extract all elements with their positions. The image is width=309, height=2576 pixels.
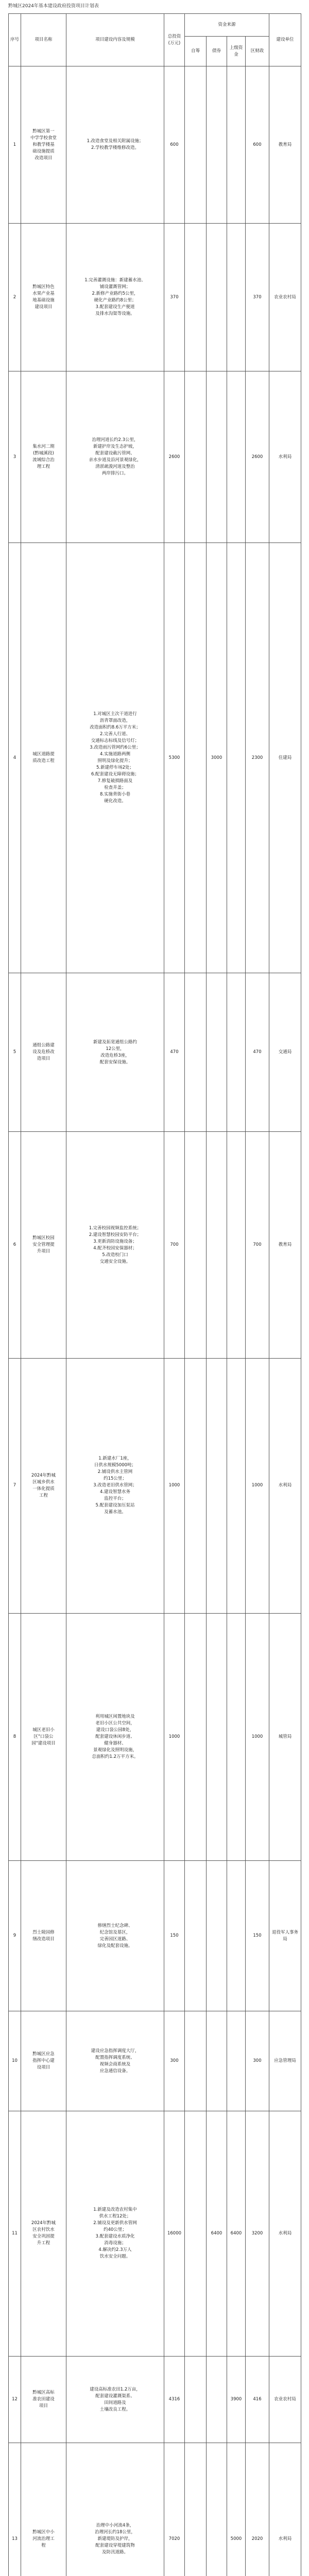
row-project-name xyxy=(21,973,66,1132)
table-row xyxy=(9,2011,301,2111)
row-seq: 12 xyxy=(9,2357,21,2443)
content-line: 照明及绿化提升； xyxy=(97,758,133,764)
row-seq: 9 xyxy=(9,1860,21,2011)
project-name-line: 水果产业基 xyxy=(32,291,55,297)
content-line: 约40公里； xyxy=(104,2227,127,2233)
row-seq: 1 xyxy=(9,66,21,224)
row-fiscal: 150 xyxy=(246,1860,269,2011)
row-self xyxy=(185,1860,207,2011)
content-line: 建设高标准农田1.2万亩， xyxy=(90,2386,141,2392)
header-upper: 上级资金 xyxy=(227,37,246,66)
row-upper xyxy=(227,1860,246,2011)
content-line: 1.新建水厂1座， xyxy=(98,1456,132,1462)
row-self xyxy=(185,543,207,973)
project-name-line: 黔城区特色 xyxy=(32,284,55,290)
table-row xyxy=(9,2111,301,2357)
row-total: 5300 xyxy=(164,543,185,973)
row-fiscal: 416 xyxy=(246,2357,269,2443)
content-line: 亲水步道及沿河景观绿化， xyxy=(89,457,142,463)
header-total xyxy=(164,14,185,66)
row-project-name xyxy=(21,2111,66,2357)
row-unit: 交通局 xyxy=(269,973,301,1132)
project-name-line: 设及危桥改 xyxy=(32,1049,55,1055)
row-project-name xyxy=(21,2011,66,2111)
row-bond xyxy=(207,1358,227,1613)
row-fiscal: 600 xyxy=(246,66,269,224)
content-line: 交通标志标线及信号灯； xyxy=(91,738,140,744)
content-line: 总面积约1.2万平方米。 xyxy=(92,1754,139,1759)
project-name-line: 工程 xyxy=(39,1493,48,1498)
row-unit: 农业农村局 xyxy=(269,2357,301,2443)
project-name-line: 质改造工程 xyxy=(32,758,55,764)
content-line: 配套建设休闲步道、 xyxy=(95,1734,135,1739)
row-project-name xyxy=(21,543,66,973)
row-self xyxy=(185,224,207,371)
project-name-line: 黔城区校园 xyxy=(32,1235,55,1241)
content-line: 及排水沟渠等设施。 xyxy=(95,311,135,317)
project-name-line: 黔城区应急 xyxy=(32,2052,55,2057)
row-self xyxy=(185,973,207,1132)
row-project-name xyxy=(21,2357,66,2443)
row-seq: 5 xyxy=(9,973,21,1132)
row-total: 7020 xyxy=(164,2443,185,2576)
row-bond: 6400 xyxy=(207,2111,227,2357)
content-line: 清淤疏浚河道及整治 xyxy=(95,464,135,469)
content-line: 沥青罩面改造， xyxy=(99,718,131,724)
row-self xyxy=(185,2357,207,2443)
content-line: 新建堤防及护岸， xyxy=(97,2536,133,2542)
row-upper xyxy=(227,543,246,973)
project-name-line: 中学学校食堂 xyxy=(30,135,57,141)
content-line: 3.改造老旧供水管网； xyxy=(93,1483,137,1488)
row-total: 470 xyxy=(164,973,185,1132)
project-name-line: 河流治理工 xyxy=(32,2536,55,2542)
project-name-line: 安全巩固提 xyxy=(32,2234,55,2240)
row-fiscal: 370 xyxy=(246,224,269,371)
row-upper xyxy=(227,1132,246,1358)
row-total: 370 xyxy=(164,224,185,371)
content-line: 1.改造食堂及相关附属设施； xyxy=(87,139,144,144)
content-line: 交通安全设施。 xyxy=(99,1259,131,1264)
table-row xyxy=(9,1132,301,1358)
row-seq: 10 xyxy=(9,2011,21,2111)
row-content xyxy=(66,973,164,1132)
row-bond: 3000 xyxy=(207,543,227,973)
row-content xyxy=(66,2443,164,2576)
row-fiscal: 3200 xyxy=(246,2111,269,2357)
project-name-line: 园"建设项目 xyxy=(31,1740,56,1746)
row-project-name xyxy=(21,1132,66,1358)
row-fiscal: 2600 xyxy=(246,371,269,543)
content-line: 1.新建及改造农村集中 xyxy=(93,2207,137,2213)
project-name-line: 指挥中心建 xyxy=(32,2058,55,2063)
content-line: 绿化及配套设施。 xyxy=(97,1943,133,1948)
row-content xyxy=(66,1132,164,1358)
row-fiscal: 1000 xyxy=(246,1358,269,1613)
content-line: 3.改造雨污管网约6公里； xyxy=(90,745,141,751)
project-name-line: 区"口袋公 xyxy=(33,1734,54,1739)
content-line: 改造面积约8.6万平方米； xyxy=(90,725,141,731)
project-name-line: 黔城区中小 xyxy=(32,2530,55,2535)
content-line: 4.建设智慧水务 xyxy=(99,1489,131,1495)
row-project-name xyxy=(21,1860,66,2011)
project-name-line: 流域综合治 xyxy=(32,457,55,463)
project-name-line: 建设项目 xyxy=(35,304,53,310)
project-name-line: 项目 xyxy=(39,2403,48,2409)
content-line: 监控平台； xyxy=(104,1496,126,1502)
row-content xyxy=(66,1613,164,1860)
content-line: 硬化产业路约8公里； xyxy=(94,298,136,303)
content-line: 硬化改造。 xyxy=(104,799,126,804)
content-line: 视频会商系统及 xyxy=(99,2061,131,2067)
row-seq: 3 xyxy=(9,371,21,543)
row-seq: 11 xyxy=(9,2111,21,2357)
row-total: 600 xyxy=(164,66,185,224)
content-line: 4.解决约2.3万人 xyxy=(98,2247,132,2253)
row-bond xyxy=(207,2357,227,2443)
content-line: 5.新建停车场2处； xyxy=(96,765,134,771)
table-row xyxy=(9,1860,301,2011)
content-line: 完善园区道路、 xyxy=(99,1936,131,1942)
row-total: 2600 xyxy=(164,371,185,543)
content-line: 饮水安全问题。 xyxy=(99,2254,131,2260)
content-line: 两岸排污口。 xyxy=(101,471,128,476)
row-bond xyxy=(207,2011,227,2111)
content-line: 1.完善校园视频监控系统； xyxy=(89,1225,142,1231)
row-bond xyxy=(207,224,227,371)
row-upper xyxy=(227,1358,246,1613)
row-fiscal: 470 xyxy=(246,973,269,1132)
row-seq: 2 xyxy=(9,224,21,371)
header-total-unit: (万元) xyxy=(168,40,181,46)
row-bond xyxy=(207,66,227,224)
row-unit: 教育局 xyxy=(269,66,301,224)
row-fiscal: 700 xyxy=(246,1132,269,1358)
row-total: 150 xyxy=(164,1860,185,2011)
content-line: 4.实施道路两侧 xyxy=(99,752,131,757)
project-name-line: 烈士陵园修 xyxy=(32,1929,55,1935)
row-content xyxy=(66,66,164,224)
row-upper: 3900 xyxy=(227,2357,246,2443)
row-seq: 8 xyxy=(9,1613,21,1860)
table-row xyxy=(9,66,301,224)
content-line: 纪念馆及墓区， xyxy=(99,1929,131,1935)
content-line: 建设应急指挥调度大厅， xyxy=(91,2048,140,2054)
project-name-line: 准农田建设 xyxy=(32,2397,55,2402)
header-funding: 资金来源 xyxy=(185,14,269,37)
project-name-line: 黔城区高标 xyxy=(32,2390,55,2396)
table-row xyxy=(9,371,301,543)
row-project-name xyxy=(21,1358,66,1613)
content-line: 老旧小区公共空间， xyxy=(95,1720,135,1726)
row-seq: 6 xyxy=(9,1132,21,1358)
content-line: 7.修复破损路面及 xyxy=(97,778,133,784)
row-total: 1000 xyxy=(164,1358,185,1613)
content-line: 应急通信设备。 xyxy=(99,2068,131,2074)
content-line: 治理中小河流4条， xyxy=(96,2523,134,2529)
project-name-line: 城区老旧小 xyxy=(32,1727,55,1733)
table-row xyxy=(9,543,301,973)
row-unit: 水利局 xyxy=(269,371,301,543)
table-body xyxy=(9,66,301,2576)
row-unit: 农业农村局 xyxy=(269,224,301,371)
project-name-line: 黔城区第一 xyxy=(32,128,55,134)
row-unit: 水利局 xyxy=(269,1358,301,1613)
row-fiscal: 2020 xyxy=(246,2443,269,2576)
row-content xyxy=(66,371,164,543)
row-upper xyxy=(227,66,246,224)
content-line: 1.完善灌溉设施：新建蓄水池、 xyxy=(84,278,146,283)
row-self xyxy=(185,1358,207,1613)
row-bond xyxy=(207,1613,227,1860)
content-line: 消毒设施； xyxy=(104,2241,126,2246)
row-seq: 4 xyxy=(9,543,21,973)
project-name-line: (黔城溪段) xyxy=(33,451,54,456)
row-total: 300 xyxy=(164,2011,185,2111)
content-line: 3.配套建设水质净化 xyxy=(95,2234,135,2240)
content-line: 治理河长约18公里， xyxy=(95,2530,135,2535)
project-name-line: 和教学楼基 xyxy=(32,142,55,147)
project-name-line: 缮改造项目 xyxy=(32,1936,55,1942)
content-line: 1.对城区主次干道进行 xyxy=(93,711,137,717)
row-total: 4316 xyxy=(164,2357,185,2443)
row-upper xyxy=(227,224,246,371)
row-total: 16000 xyxy=(164,2111,185,2357)
row-project-name xyxy=(21,1613,66,1860)
project-name-line: 造项目 xyxy=(37,1056,50,1062)
content-line: 及防汛道路。 xyxy=(101,2550,128,2555)
row-self xyxy=(185,2111,207,2357)
project-name-line: 升项目 xyxy=(37,1249,50,1254)
row-bond xyxy=(207,2443,227,2576)
row-seq: 7 xyxy=(9,1358,21,1613)
header-unit: 建设单位 xyxy=(269,14,301,66)
row-self xyxy=(185,66,207,224)
row-upper xyxy=(227,973,246,1132)
row-unit: 住建局 xyxy=(269,543,301,973)
row-bond xyxy=(207,371,227,543)
row-unit: 水利局 xyxy=(269,2443,301,2576)
row-project-name xyxy=(21,2443,66,2576)
content-line: 供水工程12处； xyxy=(99,2214,131,2219)
row-bond xyxy=(207,1860,227,2011)
project-name-line: 础设施提质 xyxy=(32,148,55,154)
content-line: 配置指挥调度系统、 xyxy=(95,2055,135,2060)
content-line: 利用城区闲置地块及 xyxy=(95,1714,135,1719)
row-project-name xyxy=(21,224,66,371)
header-seq: 序号 xyxy=(9,14,21,66)
row-fiscal: 300 xyxy=(246,2011,269,2111)
document-title: 黔城区2024年基本建设政府投资项目计划表 xyxy=(8,4,99,9)
content-line: 景观绿化及照明设施， xyxy=(93,1747,137,1753)
project-name-line: 通组公路建 xyxy=(32,1043,55,1048)
row-content xyxy=(66,2011,164,2111)
row-unit: 城管局 xyxy=(269,1613,301,1860)
content-line: 健身器材、 xyxy=(104,1740,126,1746)
content-line: 2.完善人行道、 xyxy=(99,732,131,737)
row-project-name xyxy=(21,66,66,224)
table-row xyxy=(9,2357,301,2443)
row-project-name xyxy=(21,371,66,543)
row-fiscal: 2300 xyxy=(246,543,269,973)
project-name-line: 地基础设施 xyxy=(32,298,55,303)
project-name-line: 安全管理提 xyxy=(32,1242,55,1247)
content-line: 新建及拓宽通组公路约 xyxy=(93,1039,137,1045)
content-line: 修缮烈士纪念碑、 xyxy=(97,1923,133,1928)
table-row xyxy=(9,1613,301,1860)
header-fiscal: 区财政 xyxy=(246,37,269,66)
content-line: 2.建设智慧校园安防平台； xyxy=(89,1232,142,1238)
content-line: 2.学校教学楼维修改造。 xyxy=(91,145,140,151)
content-line: 检查井盖； xyxy=(104,785,126,791)
content-line: 配套建设穿堤建筑物 xyxy=(95,2543,135,2549)
project-name-line: 升工程 xyxy=(37,2241,50,2246)
content-line: 日供水规模5000吨； xyxy=(94,1463,136,1468)
table-row xyxy=(9,973,301,1132)
content-line: 4.配齐校园安保器材； xyxy=(93,1245,137,1251)
row-content xyxy=(66,2357,164,2443)
project-name-line: 理工程 xyxy=(37,464,50,469)
header-row-1 xyxy=(9,14,301,37)
project-name-line: 集水河二期 xyxy=(32,444,55,449)
content-line: 3.配套建设生产便道 xyxy=(95,304,135,310)
row-bond xyxy=(207,1132,227,1358)
row-self xyxy=(185,1613,207,1860)
row-unit: 教育局 xyxy=(269,1132,301,1358)
row-total: 700 xyxy=(164,1132,185,1358)
row-upper: 6400 xyxy=(227,2111,246,2357)
content-line: 配套建设截污管网、 xyxy=(95,451,135,456)
project-table xyxy=(8,13,301,2576)
content-line: 8.实施背街小巷 xyxy=(99,792,131,798)
content-line: 2.铺设及更新供水管网 xyxy=(93,2221,137,2226)
row-self xyxy=(185,2443,207,2576)
row-content xyxy=(66,543,164,973)
project-name-line: 区农村饮水 xyxy=(32,2227,55,2233)
table-row xyxy=(9,1358,301,1613)
content-line: 3.更新消防设施设备； xyxy=(93,1239,137,1244)
row-content xyxy=(66,224,164,371)
row-upper xyxy=(227,371,246,543)
row-upper: 5000 xyxy=(227,2443,246,2576)
header-total-label: 总投资 xyxy=(167,33,181,39)
row-bond xyxy=(207,973,227,1132)
row-unit: 应急管理局 xyxy=(269,2011,301,2111)
content-line: 2.新修产业路约5公里， xyxy=(92,291,139,297)
content-line: 5.改造校门口 xyxy=(102,1252,128,1258)
content-line: 铺设灌溉管网； xyxy=(99,284,131,290)
row-upper xyxy=(227,2011,246,2111)
header-content: 项目建设内容及规模 xyxy=(66,14,164,66)
content-line: 2.铺设供水主管网 xyxy=(97,1469,133,1475)
table-row xyxy=(9,224,301,371)
header-self: 自筹 xyxy=(185,37,207,66)
project-name-line: 一体化提质 xyxy=(32,1486,55,1492)
project-name-line: 城区道路提 xyxy=(32,752,55,757)
content-line: 田间道路及 xyxy=(104,2400,126,2405)
content-line: 新建护岸及生态护坡， xyxy=(93,444,137,449)
project-name-line: 区城乡供水 xyxy=(32,1479,55,1485)
header-bond: 债券 xyxy=(207,37,227,66)
table-row xyxy=(9,2443,301,2576)
row-unit: 退役军人事务局 xyxy=(269,1860,301,2011)
content-line: 土壤改良工程。 xyxy=(99,2406,131,2412)
project-name-line: 改造项目 xyxy=(35,155,53,161)
project-name-line: 2024年黔城 xyxy=(31,2221,56,2226)
content-line: 约15公里； xyxy=(104,1476,127,1482)
row-self xyxy=(185,371,207,543)
row-unit: 水利局 xyxy=(269,2111,301,2357)
project-name-line: 程 xyxy=(41,2543,46,2549)
content-line: 建设口袋公园8处， xyxy=(96,1727,134,1733)
row-seq: 13 xyxy=(9,2443,21,2576)
content-line: 配套建设灌溉渠系、 xyxy=(95,2393,135,2399)
content-line: 治理河道长约2.3公里， xyxy=(92,437,139,443)
project-name-line: 2024年黔城 xyxy=(31,1472,56,1478)
row-upper xyxy=(227,1613,246,1860)
row-fiscal: 1000 xyxy=(246,1613,269,1860)
row-content xyxy=(66,2111,164,2357)
content-line: 改造危桥3座， xyxy=(100,1053,130,1058)
row-total: 1000 xyxy=(164,1613,185,1860)
row-content xyxy=(66,1860,164,2011)
content-line: 配套安保设施。 xyxy=(99,1059,131,1065)
content-line: 及蓄水池。 xyxy=(104,1510,126,1515)
row-self xyxy=(185,2011,207,2111)
content-line: 6.配套建设无障碍设施； xyxy=(91,772,140,777)
header-name: 项目名称 xyxy=(21,14,66,66)
row-content xyxy=(66,1358,164,1613)
row-self xyxy=(185,1132,207,1358)
project-name-line: 设项目 xyxy=(37,2065,50,2070)
content-line: 12公里， xyxy=(106,1046,125,1052)
content-line: 5.配套建设加压泵站 xyxy=(95,1503,135,1509)
